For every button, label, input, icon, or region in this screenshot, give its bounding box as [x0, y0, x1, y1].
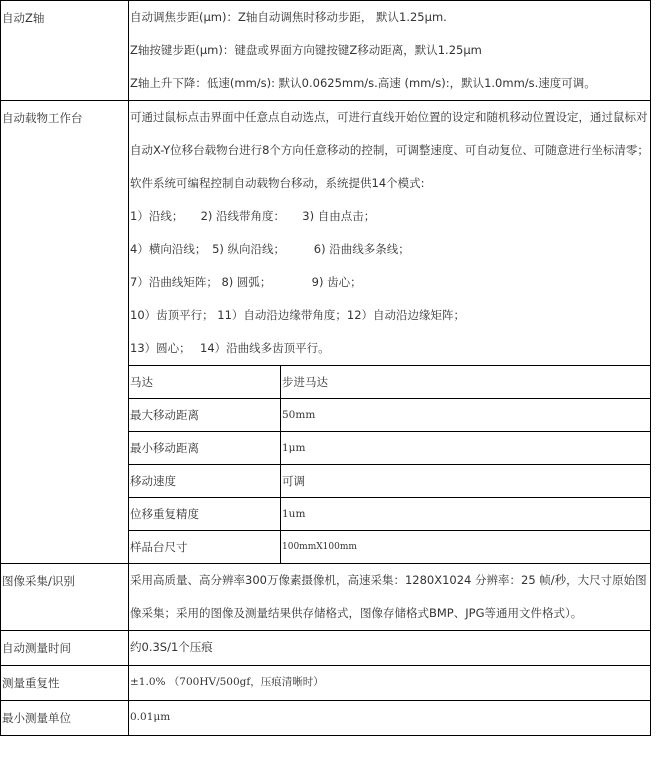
table-row	[129, 498, 650, 531]
spec-line: Z轴上升下降：低速(mm/s): 默认0.0625mm/s.高速 (mm/s):，默认1.0mm/s.速度可调。	[130, 76, 596, 90]
spec-key: 最大移动距离	[129, 399, 281, 432]
spec-line: 自动调焦步距(μm)：Z轴自动调焦时移动步距， 默认1.25μm.	[130, 10, 447, 24]
spec-key: 移动速度	[129, 465, 281, 498]
spec-value: 50mm	[281, 399, 651, 432]
table-row	[1, 631, 651, 666]
spec-key: 马达	[129, 366, 281, 399]
spec-paragraph: 可通过鼠标点击界面中任意点自动选点，可进行直线开始位置的设定和随机移动位置设定，通过鼠标对自动X-Y位移台载物台进行8个方向任意移动的控制，可调整速度、可自动复位、可随意进行坐标清零；	[130, 110, 649, 157]
row-label: 图像采集/识别	[1, 564, 129, 631]
spec-line: 软件系统可编程控制自动载物台移动，系统提供14个模式:	[130, 176, 425, 190]
table-row	[129, 465, 650, 498]
table-row	[1, 101, 651, 564]
table-row	[1, 666, 651, 701]
spec-paragraph: 采用高质量、高分辨率300万像素摄像机，高速采集：1280X1024 分辨率：25 帧/秒，大尺寸原始图像采集；采用的图像及测量结果供存储格式，图像存储格式BMP、JPG等通用文件格式）。	[130, 573, 647, 620]
table-row	[1, 564, 651, 631]
spec-value: 100mmX100mm	[281, 531, 651, 564]
spec-line: 13）圆心； 14）沿曲线多齿顶平行。	[130, 341, 330, 355]
row-label: 自动测量时间	[1, 631, 129, 666]
spec-value: 1μm	[281, 432, 651, 465]
spec-line: Z轴按键步距(μm)：键盘或界面方向键按键Z移动距离，默认1.25μm	[130, 43, 482, 57]
spec-value: 1um	[281, 498, 651, 531]
row-label: 自动载物工作台	[1, 101, 129, 564]
table-row	[129, 399, 650, 432]
spec-key: 位移重复精度	[129, 498, 281, 531]
table-row	[1, 701, 651, 736]
table-row	[129, 366, 650, 399]
table-row	[129, 531, 650, 564]
spec-line: 4）横向沿线； 5) 纵向沿线； 6) 沿曲线多条线；	[130, 242, 410, 256]
spec-value: 约0.3S/1个压痕	[130, 640, 213, 654]
spec-key: 最小移动距离	[129, 432, 281, 465]
spec-value: ±1.0% （700HV/500gf，压痕清晰时）	[130, 676, 324, 688]
table-row	[1, 1, 651, 101]
spec-line: 10）齿顶平行； 11）自动沿边缘带角度；12）自动沿边缘矩阵；	[130, 308, 466, 322]
spec-value: 0.01μm	[130, 711, 171, 723]
table-row	[129, 432, 650, 465]
row-label: 测量重复性	[1, 666, 129, 701]
spec-line: 7）沿曲线矩阵； 8) 圆弧； 9) 齿心；	[130, 275, 362, 289]
spec-value: 步进马达	[281, 366, 651, 399]
motor-spec-table	[129, 365, 650, 563]
spec-value: 可调	[281, 465, 651, 498]
spec-key: 样品台尺寸	[129, 531, 281, 564]
row-label: 最小测量单位	[1, 701, 129, 736]
row-label: 自动Z轴	[1, 1, 129, 101]
spec-line: 1）沿线； 2) 沿线带角度： 3) 自由点击；	[130, 209, 376, 223]
